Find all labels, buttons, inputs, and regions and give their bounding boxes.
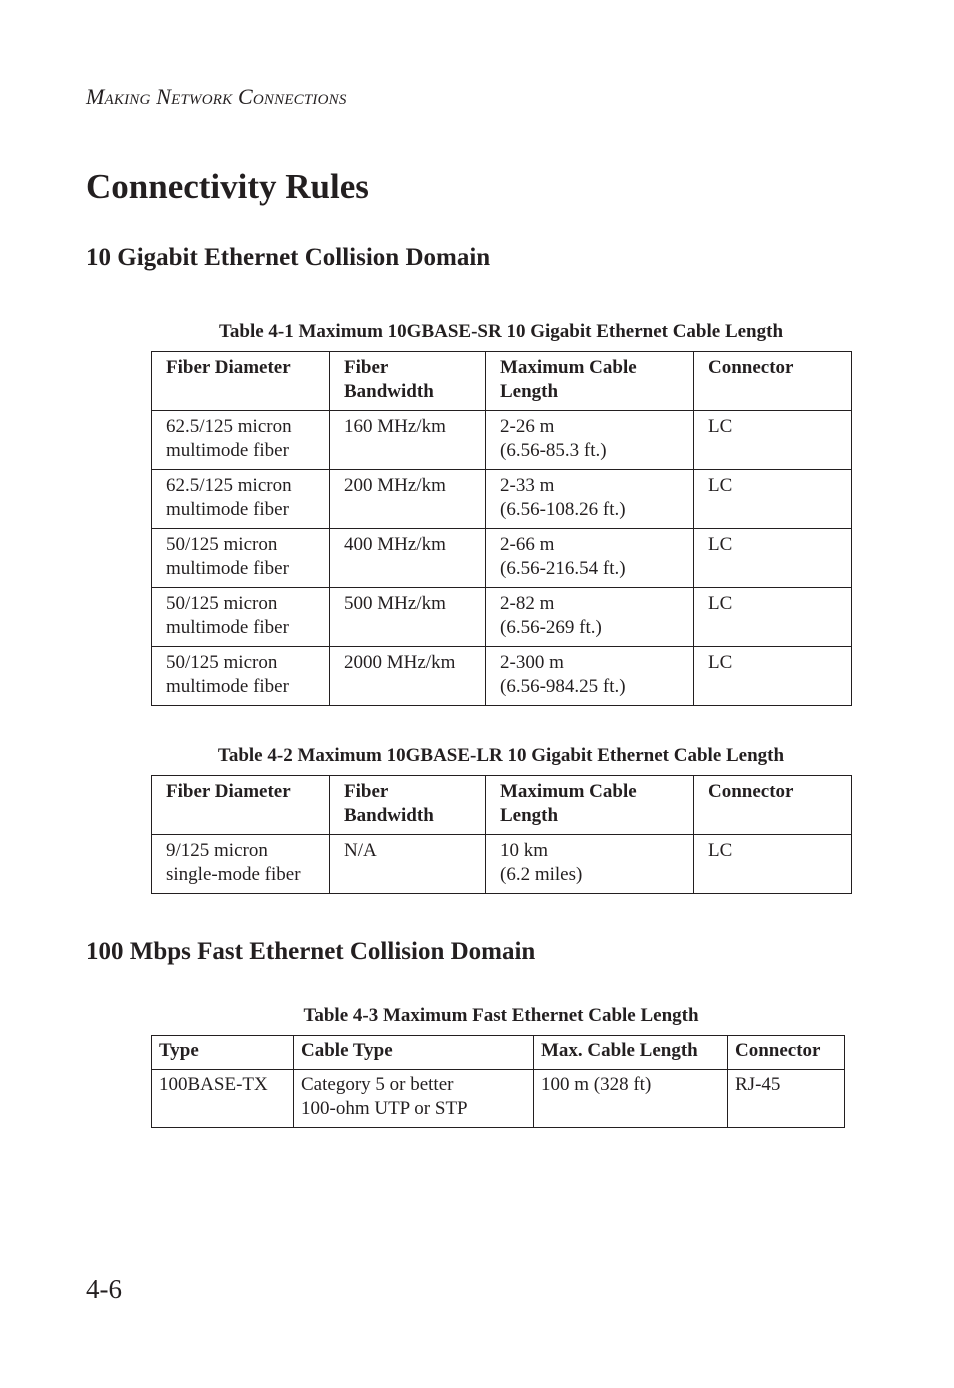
cable-length-table-10gbase-lr: [151, 775, 852, 894]
column-header-text: Max. Cable Length: [541, 1040, 698, 1061]
cell-text: 100BASE-TX: [159, 1074, 268, 1095]
table-cell: [694, 647, 852, 706]
page-number: 4-6: [86, 1274, 122, 1304]
table-cell: [694, 588, 852, 647]
cell-text: 100 m (328 ft): [541, 1074, 652, 1095]
table-cell: [152, 1070, 294, 1128]
table-cell: [330, 411, 486, 470]
column-header: [294, 1036, 534, 1070]
column-header: [330, 352, 486, 411]
table-row: [152, 470, 852, 529]
running-head: Making Network Connections: [86, 84, 347, 109]
table-cell: [330, 529, 486, 588]
table-cell: [694, 411, 852, 470]
column-header-text: Connector: [735, 1040, 821, 1061]
table-cell: [330, 647, 486, 706]
column-header-text: Type: [159, 1040, 199, 1061]
cell-text: 500 MHz/km: [344, 593, 446, 614]
column-header-text: Connector: [708, 781, 794, 802]
table-cell: [152, 529, 330, 588]
column-header-text: Bandwidth: [344, 805, 434, 826]
column-header: [534, 1036, 728, 1070]
table-header-row: [152, 776, 852, 835]
column-header-text: Length: [500, 381, 559, 402]
section-title: 10 Gigabit Ethernet Collision Domain: [86, 244, 491, 271]
table-cell: [486, 835, 694, 894]
column-header-text: Connector: [708, 357, 794, 378]
table-caption: Table 4-2 Maximum 10GBASE-LR 10 Gigabit Ethernet Cable Length: [217, 745, 785, 766]
cell-text: 50/125 micron: [166, 652, 278, 673]
table-cell: [694, 529, 852, 588]
table-cell: [486, 411, 694, 470]
column-header: [486, 776, 694, 835]
table-cell: [728, 1070, 845, 1128]
cell-text: (6.56-984.25 ft.): [500, 676, 626, 697]
table-cell: [486, 588, 694, 647]
cable-length-table-10gbase-sr: [151, 351, 852, 706]
cell-text: LC: [708, 416, 733, 437]
table-cell: [330, 588, 486, 647]
table-caption: Table 4-3 Maximum Fast Ethernet Cable Length: [303, 1005, 699, 1026]
cell-text: 2-300 m: [500, 652, 564, 673]
cell-text: LC: [708, 652, 733, 673]
chapter-title: Connectivity Rules: [86, 167, 369, 206]
table-cell: [486, 647, 694, 706]
column-header: [152, 352, 330, 411]
table-header-row: [152, 352, 852, 411]
column-header: [152, 1036, 294, 1070]
table-cell: [152, 647, 330, 706]
column-header-text: Fiber: [344, 357, 389, 378]
column-header: [152, 776, 330, 835]
table-cell: [152, 411, 330, 470]
cell-text: (6.2 miles): [500, 864, 583, 885]
column-header: [728, 1036, 845, 1070]
table-header-row: [152, 1036, 845, 1070]
column-header: [694, 776, 852, 835]
cell-text: 2-82 m: [500, 593, 555, 614]
cell-text: multimode fiber: [166, 617, 289, 638]
cell-text: (6.56-85.3 ft.): [500, 440, 607, 461]
table-cell: [486, 529, 694, 588]
cell-text: multimode fiber: [166, 440, 289, 461]
cell-text: multimode fiber: [166, 558, 289, 579]
column-header-text: Bandwidth: [344, 381, 434, 402]
cell-text: 160 MHz/km: [344, 416, 446, 437]
cell-text: 2-26 m: [500, 416, 555, 437]
table-cell: [330, 835, 486, 894]
cell-text: 50/125 micron: [166, 593, 278, 614]
cell-text: 10 km: [500, 840, 549, 861]
table-row: [152, 647, 852, 706]
column-header-text: Cable Type: [301, 1040, 393, 1061]
table-cell: [486, 470, 694, 529]
table-cell: [294, 1070, 534, 1128]
cell-text: (6.56-216.54 ft.): [500, 558, 626, 579]
cell-text: 100-ohm UTP or STP: [301, 1098, 468, 1119]
table-cell: [534, 1070, 728, 1128]
cell-text: 9/125 micron: [166, 840, 268, 861]
cell-text: multimode fiber: [166, 676, 289, 697]
column-header-text: Maximum Cable: [500, 357, 637, 378]
table-cell: [152, 835, 330, 894]
cell-text: RJ-45: [735, 1074, 781, 1095]
column-header: [330, 776, 486, 835]
column-header-text: Fiber Diameter: [166, 781, 291, 802]
column-header: [694, 352, 852, 411]
section-title: 100 Mbps Fast Ethernet Collision Domain: [86, 938, 536, 965]
cell-text: LC: [708, 534, 733, 555]
table-caption: Table 4-1 Maximum 10GBASE-SR 10 Gigabit Ethernet Cable Length: [218, 321, 784, 342]
column-header-text: Length: [500, 805, 559, 826]
cell-text: 62.5/125 micron: [166, 475, 292, 496]
column-header-text: Fiber Diameter: [166, 357, 291, 378]
cell-text: Category 5 or better: [301, 1074, 454, 1095]
table-cell: [694, 470, 852, 529]
cell-text: multimode fiber: [166, 499, 289, 520]
cell-text: LC: [708, 475, 733, 496]
cable-length-table-fast-ethernet: [151, 1035, 845, 1128]
cell-text: 50/125 micron: [166, 534, 278, 555]
table-cell: [694, 835, 852, 894]
cell-text: LC: [708, 840, 733, 861]
table-cell: [330, 470, 486, 529]
column-header-text: Maximum Cable: [500, 781, 637, 802]
table-cell: [152, 470, 330, 529]
cell-text: (6.56-269 ft.): [500, 617, 602, 638]
cell-text: 62.5/125 micron: [166, 416, 292, 437]
table-row: [152, 588, 852, 647]
table-row: [152, 529, 852, 588]
column-header-text: Fiber: [344, 781, 389, 802]
table-row: [152, 411, 852, 470]
table-cell: [152, 588, 330, 647]
cell-text: single-mode fiber: [166, 864, 301, 885]
cell-text: (6.56-108.26 ft.): [500, 499, 626, 520]
cell-text: 200 MHz/km: [344, 475, 446, 496]
table-row: [152, 1070, 845, 1128]
cell-text: 400 MHz/km: [344, 534, 446, 555]
cell-text: 2-33 m: [500, 475, 555, 496]
cell-text: LC: [708, 593, 733, 614]
cell-text: 2-66 m: [500, 534, 555, 555]
column-header: [486, 352, 694, 411]
cell-text: N/A: [344, 840, 377, 861]
table-row: [152, 835, 852, 894]
cell-text: 2000 MHz/km: [344, 652, 456, 673]
